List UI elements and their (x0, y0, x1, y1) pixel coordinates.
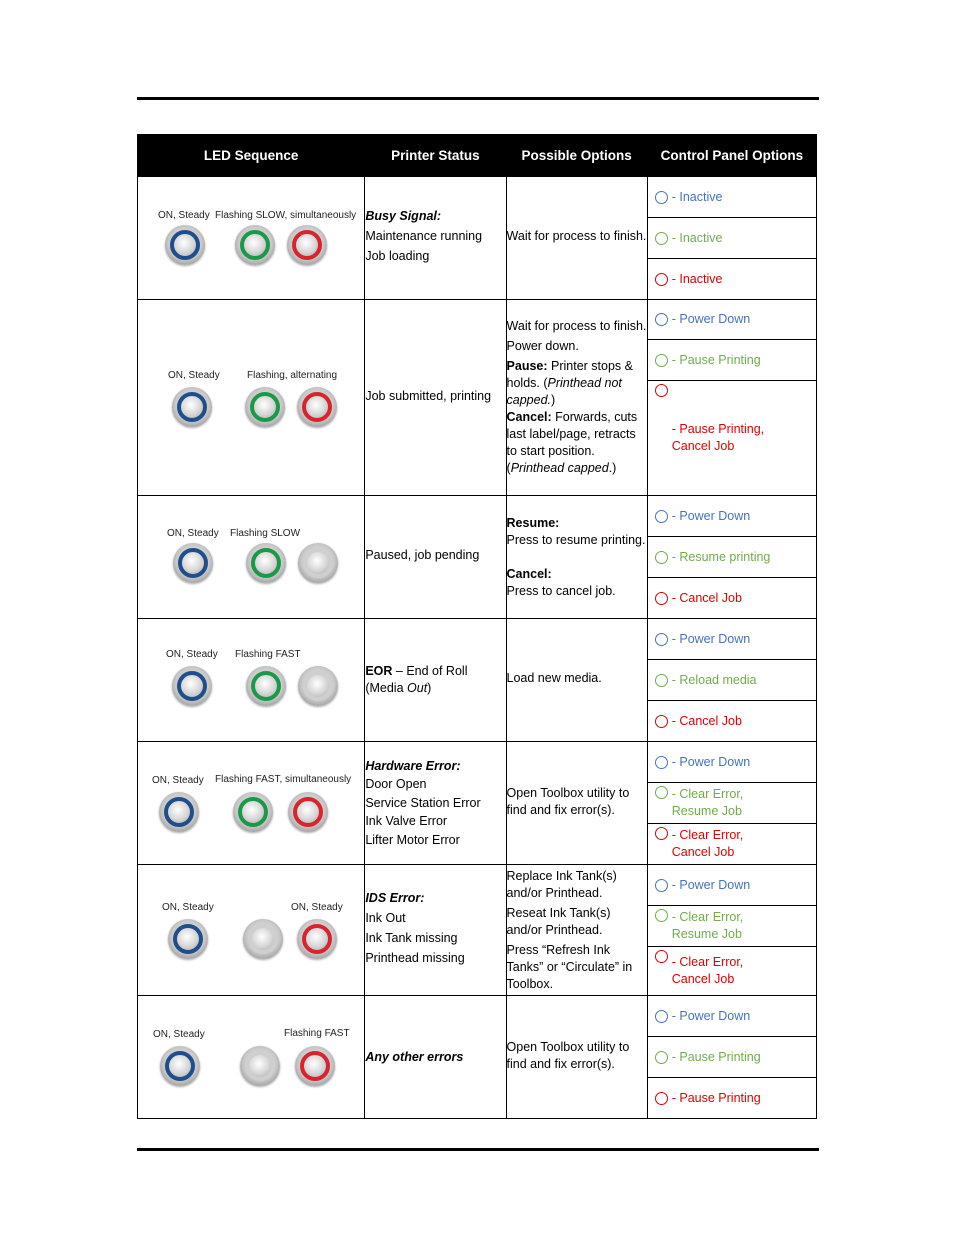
blue-led-button-icon (172, 666, 212, 706)
blue-circle-icon (655, 191, 668, 204)
red-circle-icon (655, 273, 668, 286)
control-option-green (648, 536, 816, 577)
red-circle-icon (655, 1092, 668, 1105)
led-label: Flashing SLOW (230, 527, 301, 539)
led-label: ON, Steady (152, 774, 204, 786)
control-panel-cell (647, 742, 816, 865)
led-label: Flashing FAST (235, 648, 301, 660)
control-option-red (648, 823, 816, 864)
control-option-blue (648, 496, 816, 536)
control-option-label: - Reload media (671, 672, 757, 687)
option-text: Wait for process to finish. (506, 319, 647, 333)
green-led-button-icon (246, 543, 286, 583)
option-text: Load new media. (506, 671, 602, 685)
green-circle-icon (655, 1051, 668, 1064)
green-circle-icon (655, 551, 668, 564)
printer-status-cell (365, 300, 506, 496)
unlit-led-button-icon (298, 666, 338, 706)
blue-led-button-icon (168, 919, 208, 959)
control-panel-cell (647, 300, 816, 496)
table-row (138, 742, 817, 865)
option-text: Replace Ink Tank(s) and/or Printhead. (506, 868, 617, 900)
status-line: Maintenance running (365, 229, 483, 243)
control-option-label: - Clear Error, (671, 828, 744, 842)
possible-options-cell (506, 177, 647, 300)
status-line: EOR – End of Roll (Media Out) (365, 664, 468, 695)
status-line: Paused, job pending (365, 548, 480, 562)
red-circle-icon (655, 715, 668, 728)
control-option-label: Cancel Job (671, 439, 735, 453)
control-option-green (648, 905, 816, 946)
option-text: Press to cancel job. (506, 583, 616, 598)
possible-options-cell (506, 300, 647, 496)
red-circle-icon (655, 827, 668, 840)
option-text: Press “Refresh Ink Tanks” or “Circulate” in Toolbox. (506, 942, 633, 991)
control-panel-cell (647, 496, 816, 619)
control-option-green (648, 1036, 816, 1077)
control-option-red (648, 380, 816, 495)
red-circle-icon (655, 384, 668, 397)
header-rule (137, 97, 819, 100)
possible-options-cell (506, 619, 647, 742)
blue-circle-icon (655, 879, 668, 892)
control-option-green (648, 782, 816, 823)
unlit-led-button-icon (240, 1046, 280, 1086)
green-led-button-icon (233, 792, 273, 832)
col-header-possible-options: Possible Options (506, 135, 647, 177)
status-line: Lifter Motor Error (365, 832, 460, 847)
control-option-label: - Clear Error, (671, 955, 744, 969)
control-option-label: - Cancel Job (671, 713, 742, 728)
control-option-label: - Inactive (671, 230, 723, 245)
control-option-blue (648, 300, 816, 339)
option-label: Resume: (506, 515, 560, 530)
control-option-label: - Power Down (671, 312, 751, 326)
table-header-row (138, 135, 817, 177)
printer-status-cell (365, 865, 506, 996)
status-line: Service Station Error (365, 795, 481, 810)
footer-rule (137, 1148, 819, 1151)
option-text: Reseat Ink Tank(s) and/or Printhead. (506, 905, 611, 937)
control-option-label: - Pause Printing, (671, 422, 765, 436)
option-pause: Pause: Printer stops & holds. (Printhead not capped.) (506, 359, 633, 407)
option-text: Open Toolbox utility to find and fix error(s). (506, 785, 630, 817)
col-header-printer-status: Printer Status (365, 135, 506, 177)
option-text: Power down. (506, 339, 579, 353)
control-panel-cell (647, 177, 816, 300)
control-option-label: Resume Job (671, 804, 742, 818)
control-option-blue (648, 742, 816, 782)
control-option-red (648, 258, 816, 299)
led-label: ON, Steady (166, 648, 218, 660)
green-circle-icon (655, 909, 668, 922)
blue-circle-icon (655, 510, 668, 523)
control-option-red (648, 1077, 816, 1118)
blue-led-button-icon (165, 225, 205, 265)
table-row (138, 177, 817, 300)
table-row (138, 496, 817, 619)
red-led-button-icon (288, 792, 328, 832)
control-option-label: - Power Down (671, 631, 751, 646)
red-circle-icon (655, 950, 668, 963)
possible-options-cell (506, 996, 647, 1119)
printer-status-cell (365, 742, 506, 865)
led-label: ON, Steady (168, 369, 220, 381)
led-label: Flashing FAST, simultaneously (215, 773, 352, 785)
green-led-button-icon (246, 666, 286, 706)
control-option-red (648, 700, 816, 741)
led-sequence-cell (138, 742, 365, 865)
green-led-button-icon (235, 225, 275, 265)
printer-status-cell (365, 496, 506, 619)
option-text: Press to resume printing. (506, 532, 646, 547)
control-option-label: - Pause Printing (671, 1049, 761, 1064)
red-circle-icon (655, 592, 668, 605)
printer-status-cell (365, 996, 506, 1119)
green-circle-icon (655, 786, 668, 799)
control-option-label: - Inactive (671, 271, 723, 286)
control-option-label: - Power Down (671, 877, 751, 892)
blue-led-button-icon (172, 387, 212, 427)
table-row (138, 996, 817, 1119)
blue-circle-icon (655, 633, 668, 646)
table-row (138, 865, 817, 996)
green-led-button-icon (245, 387, 285, 427)
status-heading: IDS Error: (365, 891, 425, 905)
control-option-red (648, 577, 816, 618)
option-label: Cancel: (506, 566, 552, 581)
option-cancel: Cancel: Forwards, cuts last label/page, retracts to start position. (Printhead capped.) (506, 410, 638, 475)
control-option-label: Resume Job (671, 927, 742, 941)
blue-led-button-icon (159, 792, 199, 832)
control-option-green (648, 217, 816, 258)
unlit-led-button-icon (243, 919, 283, 959)
status-line: Ink Out (365, 911, 406, 925)
col-header-control-panel-options: Control Panel Options (647, 135, 816, 177)
status-heading: Hardware Error: (365, 758, 461, 773)
led-label: ON, Steady (158, 209, 210, 221)
control-panel-cell (647, 996, 816, 1119)
led-label: ON, Steady (167, 527, 219, 539)
control-option-label: - Pause Printing (671, 352, 761, 367)
status-line: Ink Valve Error (365, 814, 448, 829)
possible-options-cell (506, 865, 647, 996)
red-led-button-icon (295, 1046, 335, 1086)
control-option-label: - Pause Printing (671, 1090, 761, 1105)
control-option-label: Cancel Job (671, 845, 735, 859)
status-line: Job loading (365, 249, 430, 263)
control-option-label: - Power Down (671, 1008, 751, 1023)
control-option-green (648, 659, 816, 700)
led-label: ON, Steady (162, 901, 214, 913)
control-option-label: - Clear Error, (671, 910, 744, 924)
led-sequence-cell (138, 177, 365, 300)
possible-options-cell (506, 742, 647, 865)
red-led-button-icon (287, 225, 327, 265)
status-line: Ink Tank missing (365, 931, 458, 945)
status-heading: Busy Signal: (365, 209, 442, 223)
green-circle-icon (655, 354, 668, 367)
printer-status-cell (365, 177, 506, 300)
control-option-red (648, 946, 816, 995)
unlit-led-button-icon (298, 543, 338, 583)
blue-led-button-icon (160, 1046, 200, 1086)
table-row (138, 300, 817, 496)
control-option-label: - Power Down (671, 508, 751, 523)
blue-led-button-icon (173, 543, 213, 583)
led-sequence-cell (138, 619, 365, 742)
control-option-green (648, 339, 816, 380)
red-led-button-icon (297, 387, 337, 427)
control-option-label: - Resume printing (671, 549, 771, 564)
green-circle-icon (655, 674, 668, 687)
control-panel-cell (647, 619, 816, 742)
control-option-label: - Power Down (671, 754, 751, 769)
possible-options-cell (506, 496, 647, 619)
control-option-blue (648, 865, 816, 905)
control-option-label: - Cancel Job (671, 590, 742, 605)
control-option-blue (648, 619, 816, 659)
option-text: Open Toolbox utility to find and fix error(s). (506, 1039, 630, 1071)
status-line: Job submitted, printing (365, 388, 492, 403)
col-header-led-sequence: LED Sequence (138, 135, 365, 177)
blue-circle-icon (655, 313, 668, 326)
control-option-label: - Inactive (671, 189, 723, 204)
status-heading: Any other errors (365, 1049, 464, 1064)
status-line: Door Open (365, 777, 427, 792)
control-panel-cell (647, 865, 816, 996)
led-label: Flashing SLOW, simultaneously (215, 209, 357, 221)
led-status-table (137, 134, 817, 1119)
option-text: Wait for process to finish. (506, 229, 647, 243)
red-led-button-icon (297, 919, 337, 959)
led-label: Flashing FAST (284, 1027, 350, 1039)
led-label: Flashing, alternating (247, 369, 338, 381)
led-sequence-cell (138, 865, 365, 996)
led-label: ON, Steady (153, 1028, 205, 1040)
led-sequence-cell (138, 300, 365, 496)
green-circle-icon (655, 232, 668, 245)
status-line: Printhead missing (365, 951, 465, 965)
control-option-blue (648, 996, 816, 1036)
blue-circle-icon (655, 1010, 668, 1023)
control-option-label: Cancel Job (671, 972, 735, 986)
control-option-blue (648, 177, 816, 217)
led-sequence-cell (138, 996, 365, 1119)
printer-status-cell (365, 619, 506, 742)
led-label: ON, Steady (291, 901, 343, 913)
blue-circle-icon (655, 756, 668, 769)
table-row (138, 619, 817, 742)
control-option-label: - Clear Error, (671, 787, 744, 801)
led-sequence-cell (138, 496, 365, 619)
